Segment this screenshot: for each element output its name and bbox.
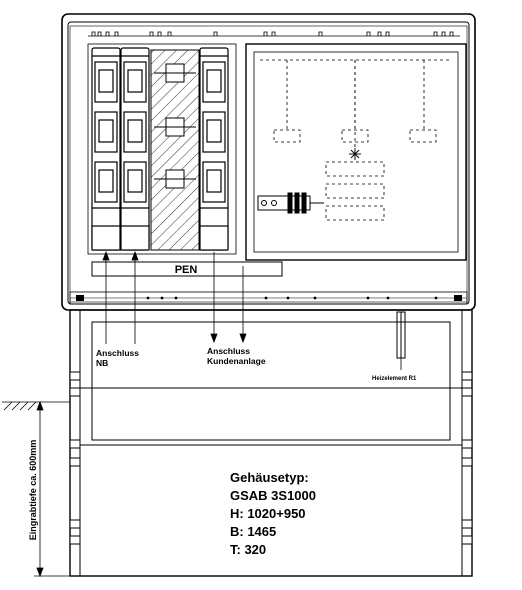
heizelement-label: Heizelement R1 bbox=[372, 376, 417, 382]
eingrabtiefe-label: Eingrabtiefe ca. 600mm bbox=[28, 439, 38, 541]
fuse-strip-2 bbox=[121, 48, 149, 250]
ground-line bbox=[2, 402, 70, 410]
anschluss-nb-line2: NB bbox=[96, 358, 109, 368]
spec-height: H: 1020+950 bbox=[230, 506, 306, 521]
star-symbol bbox=[349, 148, 361, 160]
fuse-strip-1 bbox=[92, 48, 120, 250]
cable-arrows bbox=[103, 252, 401, 370]
anschluss-kunde-line1: Anschluss bbox=[207, 346, 250, 356]
spec-width: B: 1465 bbox=[230, 524, 277, 539]
depth-dimension bbox=[34, 402, 70, 576]
fuse-section bbox=[88, 44, 236, 254]
fuse-strip-3 bbox=[200, 48, 228, 250]
meter-panel bbox=[246, 44, 466, 260]
anschluss-nb-line1: Anschluss bbox=[96, 348, 139, 358]
housing-spec bbox=[230, 470, 316, 557]
spec-title: Gehäusetyp: bbox=[230, 470, 309, 485]
spec-depth: T: 320 bbox=[230, 542, 267, 557]
top-rail-marks bbox=[88, 32, 460, 36]
anschluss-kunde-line2: Kundenanlage bbox=[207, 356, 266, 366]
spec-type: GSAB 3S1000 bbox=[230, 488, 316, 503]
pen-label: PEN bbox=[174, 264, 198, 276]
terminal-block bbox=[258, 193, 324, 213]
heating-element bbox=[397, 312, 405, 358]
